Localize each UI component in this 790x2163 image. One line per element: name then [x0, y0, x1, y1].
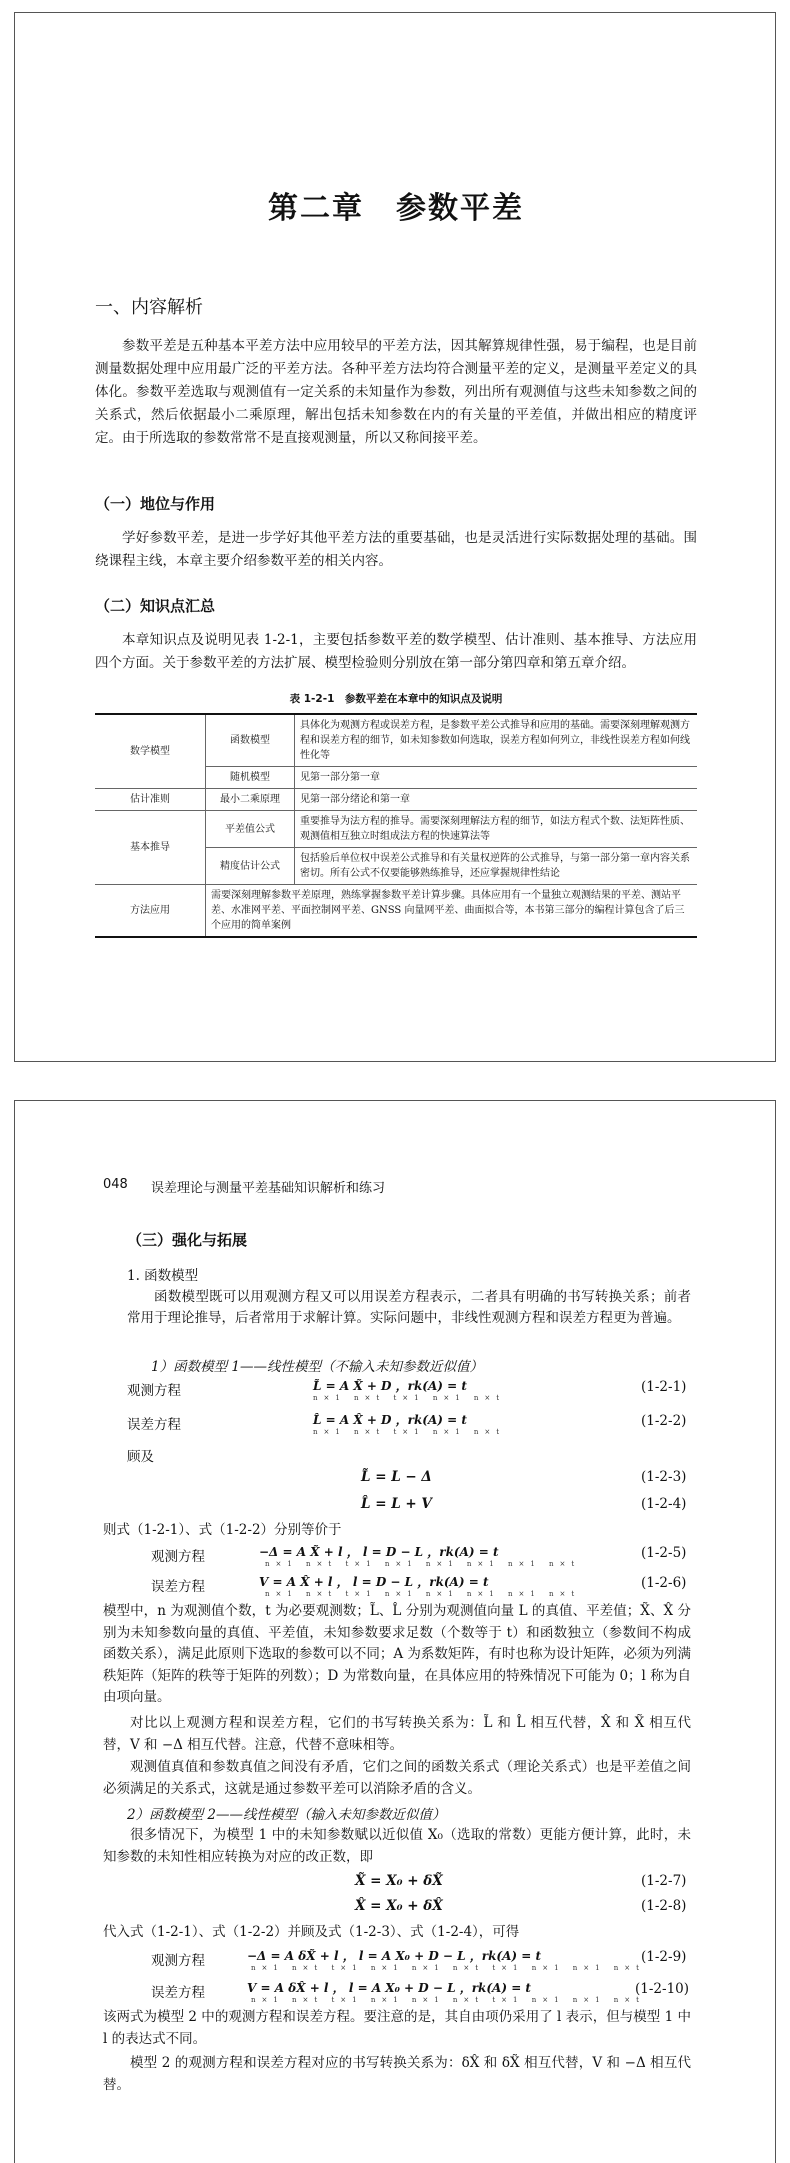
- equation-number: (1-2-1): [641, 1379, 687, 1395]
- table-row: [95, 885, 697, 938]
- model-explanation-paragraph: 模型中，n 为观测值个数，t 为必要观测数；L̃、L̂ 分别为观测值向量 L 的真值、平差值；X̃、X̂ 分别为未知参数向量的真值、平差值，未知参数要求足数（个数等于 t）和函数独立（参数间不构成函数关系），满足此原则下选取的参数可以不同；A 为系数矩阵，有时也称为设计矩阵，必须为列满秩矩阵（矩阵的秩等于矩阵的列数）；D 为常数向量，在具体应用的特殊情况下可能为 0；l 称为自由项向量。: [103, 1603, 691, 1705]
- obs-equation-label: 观测方程: [151, 1549, 205, 1565]
- equation-1-2-2-dims: n×1 n×t t×1 n×1 n×t: [313, 1428, 506, 1436]
- table-category-cell: 估计准则: [95, 789, 206, 811]
- equation-number: (1-2-7): [641, 1873, 687, 1889]
- table-desc-cell: 见第一部分绪论和第一章: [295, 789, 698, 811]
- err-equation-label: 误差方程: [151, 1579, 205, 1595]
- intro-paragraph: 参数平差是五种基本平差方法中应用较早的平差方法，因其解算规律性强，易于编程，也是目前测量数据处理中应用最广泛的平差方法。各种平差方法均符合测量平差的定义，是测量平差定义的具体化。参数平差选取与观测值有一定关系的未知量作为参数，列出所有观测值与这些未知参数之间的关系式，然后依据最小二乘原理，解出包括未知参数在内的有关量的平差值，并做出相应的精度评定。由于所选取的参数常常不是直接观测量，所以又称间接平差。: [95, 338, 697, 446]
- table-category-cell: 数学模型: [95, 714, 206, 789]
- role-paragraph: 学好参数平差，是进一步学好其他平差方法的重要基础，也是灵活进行实际数据处理的基础。围绕课程主线，本章主要介绍参数平差的相关内容。: [95, 530, 697, 569]
- topic-title-functional-model: 1. 函数模型: [127, 1268, 199, 1284]
- subsection-title-role: （一）地位与作用: [95, 495, 216, 513]
- model2-note-paragraph: 该两式为模型 2 中的观测方程和误差方程。要注意的是，其自由项仍采用了 l 表示，但与模型 1 中 l 的表达式不同。: [103, 2009, 691, 2047]
- functional-model-paragraph: 函数模型既可以用观测方程又可以用误差方程表示，二者具有明确的书写转换关系；前者常用于理论推导，后者常用于求解计算。实际问题中，非线性观测方程和误差方程更为普遍。: [127, 1289, 691, 1326]
- equation-1-2-7: X̃ = X₀ + δX̃: [355, 1873, 443, 1889]
- equation-1-2-1: L̃ = A X̃ + D ，rk(A) = t: [313, 1379, 467, 1393]
- knowledge-paragraph: 本章知识点及说明见表 1-2-1，主要包括参数平差的数学模型、估计准则、基本推导、方法应用四个方面。关于参数平差的方法扩展、模型检验则分别放在第一部分第四章和第五章介绍。: [95, 632, 697, 671]
- equation-1-2-10-dims: n×1 n×t t×1 n×1 n×1 n×t t×1 n×1 n×1 n×t: [251, 1996, 645, 2004]
- err-equation-label: 误差方程: [127, 1417, 181, 1433]
- table-row: [95, 789, 697, 811]
- equation-1-2-6-dims: n×1 n×t t×1 n×1 n×1 n×1 n×1 n×t: [265, 1590, 581, 1598]
- table-category-cell: 方法应用: [95, 885, 206, 938]
- page-one: [14, 12, 776, 1062]
- equation-number: (1-2-2): [641, 1413, 687, 1429]
- table-item-cell: 最小二乘原理: [206, 789, 295, 811]
- comparison-paragraph: 对比以上观测方程和误差方程，它们的书写转换关系为：L̃ 和 L̂ 相互代替，X̂ 和 X̃ 相互代替，V 和 −Δ 相互代替。注意，代替不意味相等。: [103, 1715, 691, 1753]
- relation-paragraph: 观测值真值和参数真值之间没有矛盾，它们之间的函数关系式（理论关系式）也是平差值之间必须满足的关系式，这就是通过参数平差可以消除矛盾的含义。: [103, 1759, 691, 1797]
- equation-number: (1-2-6): [641, 1575, 687, 1591]
- model2-heading: 2）函数模型 2——线性模型（输入未知参数近似值）: [127, 1807, 446, 1823]
- equation-1-2-5-dims: n×1 n×t t×1 n×1 n×1 n×1 n×1 n×t: [265, 1560, 581, 1568]
- table-desc-cell: 包括验后单位权中误差公式推导和有关量权逆阵的公式推导，与第一部分第一章内容关系密切。所有公式不仅要能够熟练推导，还应掌握规律性结论: [295, 848, 698, 885]
- page-two: [14, 1100, 776, 2163]
- equation-number: (1-2-4): [641, 1496, 687, 1512]
- equation-number: (1-2-10): [635, 1981, 690, 1997]
- table-item-cell: 精度估计公式: [206, 848, 295, 885]
- equation-1-2-9-dims: n×1 n×t t×1 n×1 n×1 n×t t×1 n×1 n×1 n×t: [251, 1964, 645, 1972]
- equation-1-2-3: L̃ = L − Δ: [361, 1469, 432, 1485]
- model2-conversion-paragraph: 模型 2 的观测方程和误差方程对应的书写转换关系为：δX̂ 和 δX̃ 相互代替，V 和 −Δ 相互代替。: [103, 2055, 691, 2093]
- equation-1-2-4: L̂ = L + V: [361, 1496, 432, 1512]
- equation-number: (1-2-3): [641, 1469, 687, 1485]
- equation-1-2-2: L̂ = A X̂ + D ，rk(A) = t: [313, 1413, 467, 1427]
- model1-heading: 1）函数模型 1——线性模型（不输入未知参数近似值）: [151, 1359, 483, 1375]
- model2-paragraph: 很多情况下，为模型 1 中的未知参数赋以近似值 X₀（选取的常数）更能方便计算，此时，未知参数的未知性相应转换为对应的改正数，即: [103, 1827, 691, 1865]
- table-desc-cell: 具体化为观测方程或误差方程，是参数平差公式推导和应用的基础。需要深刻理解观测方程和误差方程的细节，如未知参数如何选取，误差方程如何列立，非线性误差方程如何线性化等: [295, 714, 698, 767]
- substitute-text: 代入式（1-2-1）、式（1-2-2）并顾及式（1-2-3）、式（1-2-4），可得: [103, 1924, 520, 1940]
- chapter-title: 第二章 参数平差: [268, 191, 524, 226]
- equation-1-2-6: V = A X̂ + l ， l = D − L ，rk(A) = t: [259, 1575, 489, 1589]
- consider-label: 顾及: [127, 1449, 154, 1465]
- equation-1-2-10: V = A δX̂ + l ， l = A X₀ + D − L ，rk(A) = t: [247, 1981, 531, 1995]
- obs-equation-label: 观测方程: [151, 1953, 205, 1969]
- equation-number: (1-2-8): [641, 1898, 687, 1914]
- knowledge-table: [95, 713, 697, 938]
- table-item-cell: 平差值公式: [206, 811, 295, 848]
- subsection-title-knowledge-summary: （二）知识点汇总: [95, 597, 216, 615]
- table-desc-cell: 见第一部分第一章: [295, 767, 698, 789]
- table-caption: 表 1-2-1 参数平差在本章中的知识点及说明: [289, 693, 503, 705]
- running-header: 误差理论与测量平差基础知识解析和练习: [151, 1181, 386, 1196]
- table-item-cell: 随机模型: [206, 767, 295, 789]
- table-desc-cell: 需要深刻理解参数平差原理，熟练掌握参数平差计算步骤。具体应用有一个量独立观测结果的平差、测站平差、水准网平差、平面控制网平差、GNSS 向量网平差、曲面拟合等，本书第三部分的编程计算包含了后三个应用的简单案例: [206, 885, 698, 938]
- table-category-cell: 基本推导: [95, 811, 206, 885]
- table-desc-cell: 重要推导为法方程的推导。需要深刻理解法方程的细节，如法方程式个数、法矩阵性质、观测值相互独立时组成法方程的快速算法等: [295, 811, 698, 848]
- err-equation-label: 误差方程: [151, 1985, 205, 2001]
- equivalence-text: 则式（1-2-1）、式（1-2-2）分别等价于: [103, 1522, 342, 1538]
- equation-1-2-5: −Δ = A X̃ + l ， l = D − L ，rk(A) = t: [259, 1545, 499, 1559]
- subsection-title-extension: （三）强化与拓展: [127, 1231, 248, 1249]
- equation-1-2-9: −Δ = A δX̃ + l ， l = A X₀ + D − L ，rk(A) = t: [247, 1949, 542, 1963]
- equation-number: (1-2-9): [641, 1949, 687, 1965]
- obs-equation-label: 观测方程: [127, 1383, 181, 1399]
- table-row: [95, 811, 697, 848]
- equation-1-2-8: X̂ = X₀ + δX̂: [355, 1898, 443, 1914]
- equation-number: (1-2-5): [641, 1545, 687, 1561]
- page-number: 048: [103, 1177, 128, 1192]
- table-row: [95, 714, 697, 767]
- section-title-content-analysis: 一、内容解析: [95, 297, 203, 318]
- equation-1-2-1-dims: n×1 n×t t×1 n×1 n×t: [313, 1394, 506, 1402]
- table-item-cell: 函数模型: [206, 714, 295, 767]
